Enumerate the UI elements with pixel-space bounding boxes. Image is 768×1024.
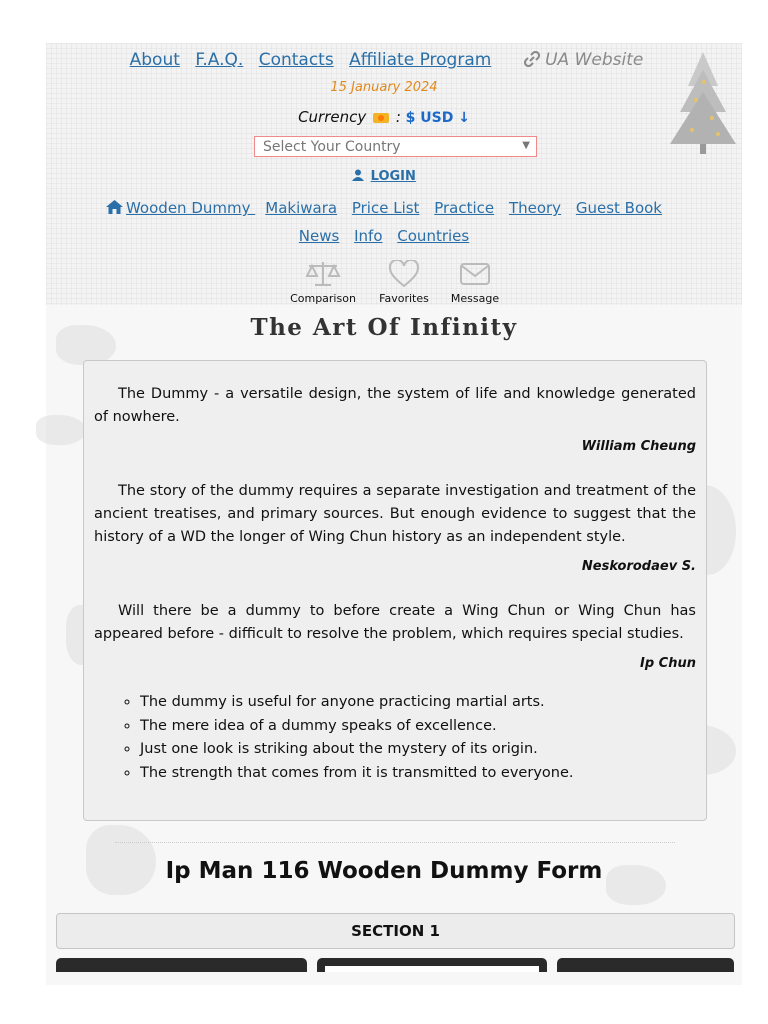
nav-price-list[interactable]: Price List bbox=[351, 199, 420, 217]
quotes-box bbox=[83, 360, 707, 821]
christmas-tree-icon bbox=[664, 48, 742, 160]
home-icon bbox=[106, 200, 123, 214]
heart-icon bbox=[388, 260, 420, 288]
money-icon bbox=[373, 113, 389, 123]
nav-guest-book[interactable]: Guest Book bbox=[575, 199, 662, 217]
faq-link[interactable]: F.A.Q. bbox=[195, 50, 244, 70]
ua-website-label: UA Website bbox=[545, 50, 644, 70]
login-row bbox=[0, 169, 768, 184]
top-links bbox=[0, 50, 768, 70]
country-select-placeholder: Select Your Country bbox=[263, 139, 401, 155]
nav-info[interactable]: Info bbox=[354, 227, 383, 245]
favorites-label: Favorites bbox=[379, 292, 429, 305]
facts-list bbox=[94, 691, 696, 786]
nav-news[interactable]: News bbox=[298, 227, 340, 245]
list-item: ◦ The mere idea of a dummy speaks of excellence. bbox=[140, 715, 696, 739]
ua-website-link[interactable] bbox=[524, 50, 644, 70]
quote-author: Ip Chun bbox=[640, 656, 696, 671]
nav-countries[interactable]: Countries bbox=[397, 227, 470, 245]
video-card[interactable] bbox=[56, 958, 307, 972]
affiliate-program-link[interactable]: Affiliate Program bbox=[349, 50, 492, 70]
quote-text: The story of the dummy requires a separate investigation and treatment of the ancient treatises, and primary sources. But enough evidence to suggest that the history of a WD the longer of Wing Chun history as an independent style. bbox=[94, 483, 696, 545]
currency-selector[interactable]: $ USD ↓ bbox=[405, 110, 470, 126]
chevron-down-icon: ▼ bbox=[522, 140, 530, 151]
envelope-icon bbox=[459, 260, 491, 288]
tool-icons bbox=[285, 260, 505, 308]
contacts-link[interactable]: Contacts bbox=[258, 50, 334, 70]
about-link[interactable]: About bbox=[129, 50, 180, 70]
nav-theory[interactable]: Theory bbox=[508, 199, 562, 217]
currency-row: Currency : $ USD ↓ bbox=[298, 108, 470, 126]
comparison-label: Comparison bbox=[290, 292, 356, 305]
form-title: Ip Man 116 Wooden Dummy Form bbox=[165, 858, 603, 884]
nav-wooden-dummy-label: Wooden Dummy bbox=[125, 199, 251, 217]
page-title: The Art Of Infinity bbox=[250, 314, 518, 341]
comparison-button[interactable] bbox=[285, 260, 361, 305]
quote-author: William Cheung bbox=[581, 439, 696, 454]
nav-practice[interactable]: Practice bbox=[434, 199, 495, 217]
video-card[interactable] bbox=[317, 958, 547, 972]
message-button[interactable] bbox=[445, 260, 505, 305]
nav-makiwara[interactable]: Makiwara bbox=[265, 199, 338, 217]
video-card[interactable] bbox=[557, 958, 734, 972]
list-item: ◦ Just one look is striking about the mystery of its origin. bbox=[140, 738, 696, 762]
favorites-button[interactable] bbox=[373, 260, 435, 305]
list-item: ◦ The dummy is useful for anyone practicing martial arts. bbox=[140, 691, 696, 715]
quote-text: The Dummy - a versatile design, the system of life and knowledge generated of nowhere. bbox=[94, 386, 696, 425]
currency-label: Currency bbox=[298, 108, 367, 126]
login-link[interactable]: LOGIN bbox=[370, 169, 416, 184]
nav-wooden-dummy[interactable] bbox=[106, 199, 255, 217]
user-icon bbox=[352, 169, 364, 181]
list-item: ◦ The strength that comes from it is transmitted to everyone. bbox=[140, 762, 696, 786]
current-date: 15 January 2024 bbox=[330, 80, 438, 95]
message-label: Message bbox=[450, 292, 500, 305]
section-header[interactable]: SECTION 1 bbox=[56, 913, 735, 949]
quote-text: Will there be a dummy to before create a Wing Chun or Wing Chun has appeared before - difficult to resolve the problem, which requires special studies. bbox=[94, 603, 696, 642]
quote-author: Neskorodaev S. bbox=[581, 559, 696, 574]
divider bbox=[115, 842, 675, 843]
scales-icon bbox=[305, 260, 341, 288]
secondary-nav bbox=[0, 227, 768, 245]
link-icon bbox=[524, 51, 540, 67]
country-select[interactable] bbox=[254, 136, 537, 157]
main-nav bbox=[0, 199, 768, 217]
